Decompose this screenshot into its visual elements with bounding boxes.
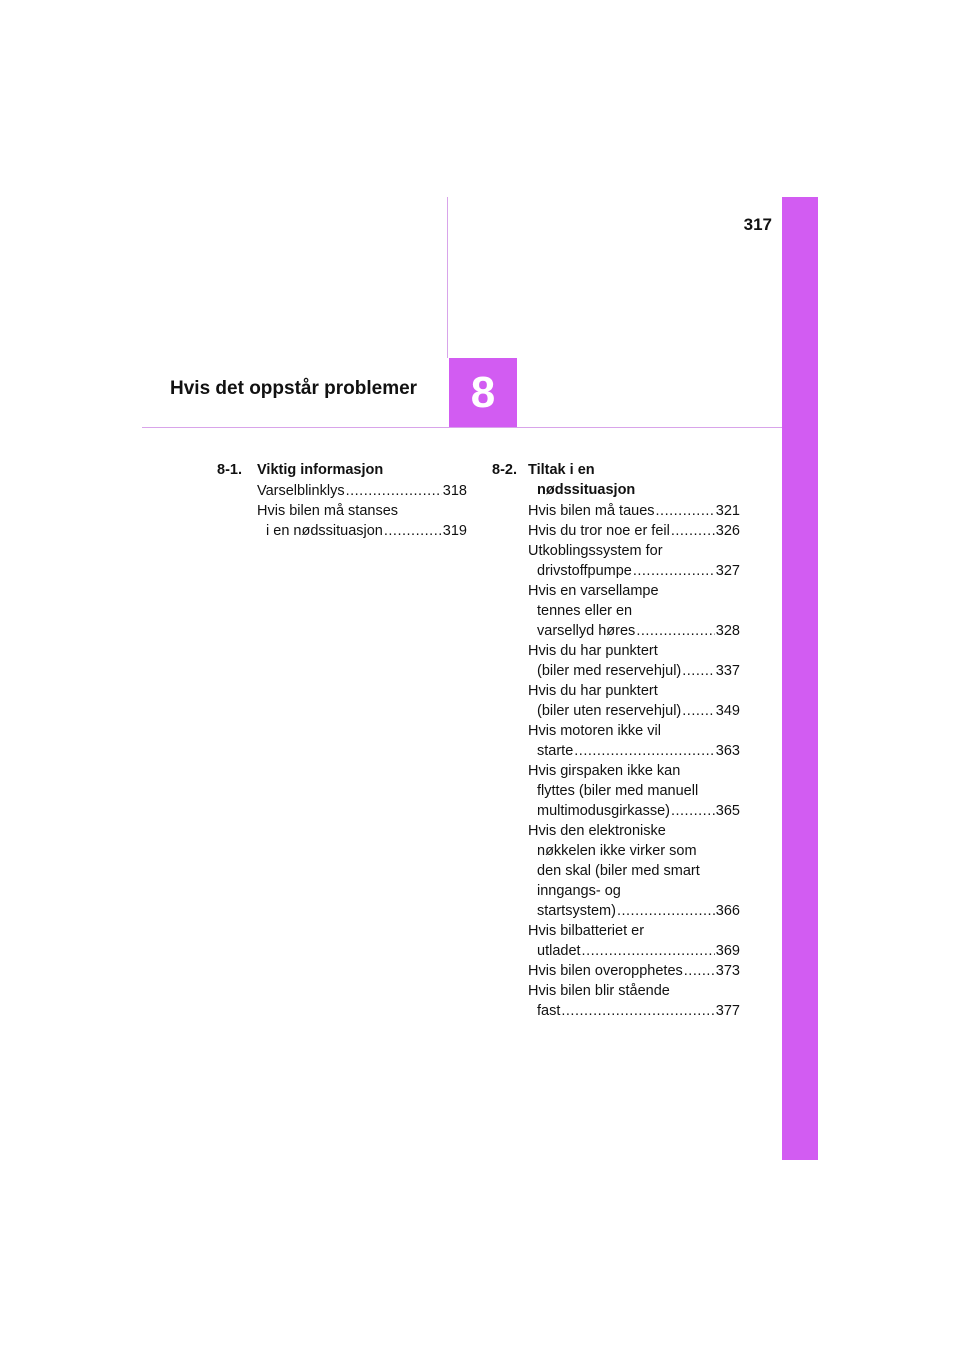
toc-entry-page: 319 [442, 523, 467, 539]
toc-entry-text: Utkoblingssystem for [528, 543, 663, 559]
toc-entry[interactable] [528, 821, 740, 921]
toc-entry-text: Hvis bilbatteriet er [528, 923, 645, 939]
toc-entry-text: drivstoffpumpe [537, 563, 632, 579]
toc-entry-text: (biler med reservehjul) [537, 663, 682, 679]
toc-entry-text: fast [537, 1003, 561, 1019]
vertical-rule [447, 197, 448, 358]
dot-leader [633, 561, 715, 581]
toc-entry-text: nøkkelen ikke virker som [537, 843, 697, 859]
toc-entry-text: tennes eller en [537, 603, 633, 619]
section-title [528, 460, 740, 500]
toc-entry-page: 326 [715, 523, 740, 539]
toc-entry[interactable] [528, 721, 740, 761]
toc-entry[interactable] [528, 521, 740, 541]
dot-leader [384, 521, 442, 541]
dot-leader [682, 661, 715, 681]
toc-entry-page: 337 [715, 663, 740, 679]
section-title-line: Viktig informasjon [257, 462, 384, 478]
toc-entry[interactable] [528, 541, 740, 581]
horizontal-rule [142, 427, 782, 428]
toc-entries [257, 481, 467, 541]
chapter-number-box [449, 358, 517, 427]
toc-entry-text: Varselblinklys [257, 483, 345, 499]
toc-entries [528, 501, 740, 1021]
toc-entry-page: 328 [715, 623, 740, 639]
dot-leader [682, 701, 715, 721]
toc-section-8-1 [217, 460, 467, 541]
toc-entry-text: (biler uten reservehjul) [537, 703, 682, 719]
toc-entry-page: 321 [715, 503, 740, 519]
toc-entry[interactable] [528, 681, 740, 721]
section-body [528, 460, 740, 1021]
toc-entry-page: 377 [715, 1003, 740, 1019]
toc-entry-text: den skal (biler med smart [537, 863, 700, 879]
section-number: 8-1. [217, 462, 242, 478]
dot-leader [671, 801, 715, 821]
page-number: 317 [743, 215, 772, 234]
toc-entry[interactable] [528, 761, 740, 821]
toc-entry-page: 369 [715, 943, 740, 959]
toc-entry-text: Hvis girspaken ikke kan [528, 763, 681, 779]
toc-entry[interactable] [257, 481, 467, 501]
toc-section-8-2 [492, 460, 740, 1021]
dot-leader [574, 741, 715, 761]
chapter-tab-bar [782, 197, 818, 1160]
toc-entry-text: Hvis bilen overopphetes [528, 963, 683, 979]
dot-leader [582, 941, 715, 961]
toc-entry-text: Hvis motoren ikke vil [528, 723, 661, 739]
toc-entry-page: 327 [715, 563, 740, 579]
toc-entry[interactable] [528, 961, 740, 981]
toc-entry-text: multimodusgirkasse) [537, 803, 670, 819]
toc-entry-page: 349 [715, 703, 740, 719]
toc-entry-text: inngangs- og [537, 883, 621, 899]
dot-leader [671, 521, 715, 541]
section-number: 8-2. [492, 462, 517, 478]
dot-leader [684, 961, 715, 981]
toc-entry[interactable] [528, 981, 740, 1021]
dot-leader [561, 1001, 714, 1021]
dot-leader [656, 501, 715, 521]
section-title-line: Tiltak i en [528, 462, 595, 478]
toc-entry-text: Hvis en varsellampe [528, 583, 659, 599]
toc-entry-page: 373 [715, 963, 740, 979]
chapter-title: Hvis det oppstår problemer [170, 378, 418, 399]
dot-leader [636, 621, 714, 641]
dot-leader [346, 481, 442, 501]
toc-entry-page: 366 [715, 903, 740, 919]
toc-entry-text: Hvis den elektroniske [528, 823, 666, 839]
chapter-number: 8 [470, 367, 496, 417]
toc-entry-text: Hvis du har punktert [528, 643, 658, 659]
toc-entry[interactable] [528, 581, 740, 641]
section-body [257, 460, 467, 541]
toc-entry-text: Hvis du har punktert [528, 683, 658, 699]
toc-entry-text: Hvis bilen må stanses [257, 503, 399, 519]
toc-entry-text: varsellyd høres [537, 623, 636, 639]
toc-entry-page: 363 [715, 743, 740, 759]
toc-entry-text: flyttes (biler med manuell [537, 783, 699, 799]
toc-entry-text: Hvis bilen må taues [528, 503, 655, 519]
section-title [257, 460, 467, 480]
toc-entry-text: Hvis du tror noe er feil [528, 523, 670, 539]
toc-entry[interactable] [528, 641, 740, 681]
dot-leader [617, 901, 715, 921]
toc-entry-text: Hvis bilen blir stående [528, 983, 670, 999]
toc-entry[interactable] [257, 501, 467, 541]
toc-entry-text: i en nødssituasjon [266, 523, 383, 539]
toc-entry[interactable] [528, 501, 740, 521]
toc-entry-page: 318 [442, 483, 467, 499]
toc-entry-text: startsystem) [537, 903, 616, 919]
toc-entry-text: starte [537, 743, 574, 759]
toc-entry-page: 365 [715, 803, 740, 819]
section-title-line: nødssituasjon [537, 482, 636, 498]
toc-entry[interactable] [528, 921, 740, 961]
toc-entry-text: utladet [537, 943, 581, 959]
